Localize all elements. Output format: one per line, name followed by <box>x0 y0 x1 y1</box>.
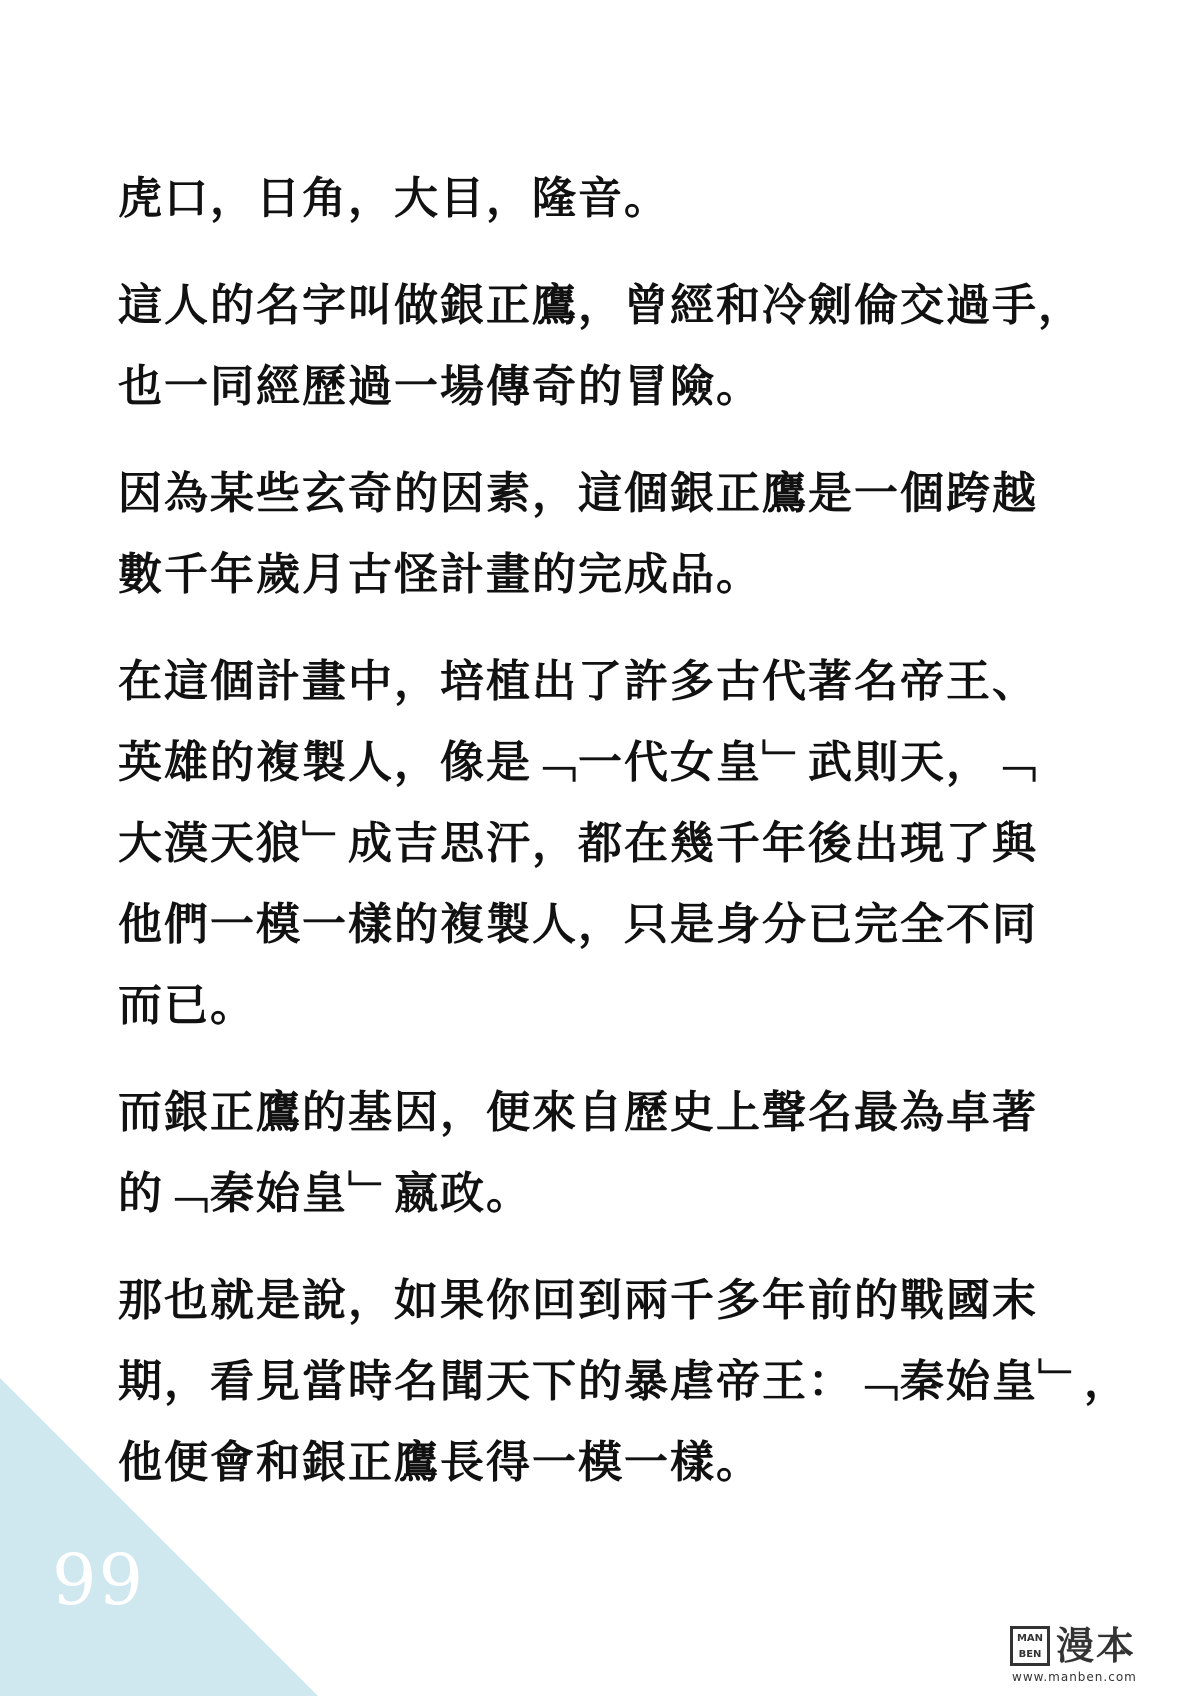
text-line: 而銀正鷹的基因，便來自歷史上聲名最為卓著 <box>118 1087 1038 1138</box>
text-body <box>118 158 1138 1529</box>
text-line: 虎口，日角，大目，隆音。 <box>118 173 670 224</box>
text-line: 大漠天狼﹂成吉思汗，都在幾千年後出現了與 <box>118 818 1038 869</box>
text-line: 而已。 <box>118 980 256 1031</box>
paragraph-2 <box>118 265 1138 427</box>
paragraph-4 <box>118 641 1138 1046</box>
text-line: 那也就是說，如果你回到兩千多年前的戰國末 <box>118 1275 1038 1326</box>
text-line: 他便會和銀正鷹長得一模一樣。 <box>118 1437 762 1488</box>
watermark-title: 漫本 <box>1056 1624 1137 1668</box>
text-line: 期，看見當時名聞天下的暴虐帝王：﹁秦始皇﹂， <box>118 1356 1130 1407</box>
text-line: 因為某些玄奇的因素，這個銀正鷹是一個跨越 <box>118 468 1038 519</box>
text-line: 的﹁秦始皇﹂嬴政。 <box>118 1168 532 1219</box>
watermark-logo <box>1010 1624 1188 1686</box>
paragraph-5 <box>118 1072 1138 1234</box>
text-line: 他們一模一樣的複製人，只是身分已完全不同 <box>118 899 1038 950</box>
text-line: 這人的名字叫做銀正鷹，曾經和冷劍倫交過手， <box>118 280 1084 331</box>
paragraph-3 <box>118 453 1138 615</box>
text-line: 也一同經歷過一場傳奇的冒險。 <box>118 361 762 412</box>
watermark-url: www.manben.com <box>1012 1670 1137 1684</box>
page-number: 99 <box>52 1539 146 1621</box>
paragraph-1 <box>118 158 1138 239</box>
text-line: 數千年歲月古怪計畫的完成品。 <box>118 549 762 600</box>
paragraph-6 <box>118 1260 1138 1503</box>
watermark-box: MAN BEN <box>1010 1626 1050 1666</box>
text-line: 英雄的複製人，像是﹁一代女皇﹂武則天，﹁ <box>118 737 1038 788</box>
text-line: 在這個計畫中，培植出了許多古代著名帝王、 <box>118 656 1038 707</box>
